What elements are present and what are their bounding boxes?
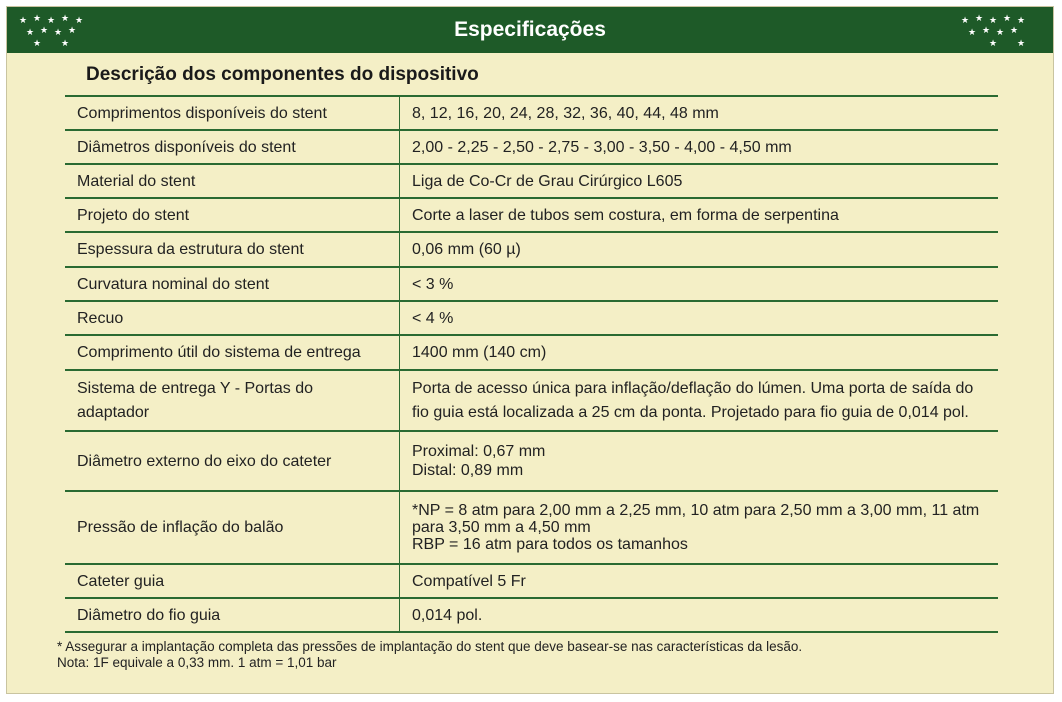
row-value-line: Proximal: 0,67 mm xyxy=(412,443,546,460)
row-value: Compatível 5 Fr xyxy=(400,564,999,598)
row-value xyxy=(400,431,999,491)
row-label: Curvatura nominal do stent xyxy=(65,267,400,301)
row-label: Diâmetro do fio guia xyxy=(65,598,400,632)
footnote-units: Nota: 1F equivale a 0,33 mm. 1 atm = 1,01 bar xyxy=(57,655,337,670)
row-value: Liga de Co-Cr de Grau Cirúrgico L605 xyxy=(400,164,999,198)
row-label: Comprimento útil do sistema de entrega xyxy=(65,335,400,370)
row-label: Projeto do stent xyxy=(65,198,400,232)
row-value-line: RBP = 16 atm para todos os tamanhos xyxy=(412,536,688,553)
table-row xyxy=(65,301,998,335)
table-row xyxy=(65,431,998,491)
header-title: Especificações xyxy=(454,18,606,41)
footnotes xyxy=(57,639,802,671)
row-value: 2,00 - 2,25 - 2,50 - 2,75 - 3,00 - 3,50 - 4,00 - 4,50 mm xyxy=(400,130,999,164)
table-row xyxy=(65,335,998,370)
table-row xyxy=(65,491,998,564)
stars-decoration-right-icon: ★ ★ ★ ★ ★ ★ ★ ★ ★ ★ ★ xyxy=(961,14,1026,49)
row-label: Comprimentos disponíveis do stent xyxy=(65,96,400,130)
table-row xyxy=(65,267,998,301)
table-row xyxy=(65,370,998,431)
row-value: < 3 % xyxy=(400,267,999,301)
table-row xyxy=(65,198,998,232)
row-value: 0,06 mm (60 µ) xyxy=(400,232,999,267)
row-value xyxy=(400,491,999,564)
row-label: Material do stent xyxy=(65,164,400,198)
header-bar xyxy=(7,7,1053,53)
footnote-implantation: * Assegurar a implantação completa das pressões de implantação do stent que deve basear-se nas características da lesão. xyxy=(57,639,803,654)
row-label: Recuo xyxy=(65,301,400,335)
row-label: Cateter guia xyxy=(65,564,400,598)
table-row xyxy=(65,164,998,198)
table-row xyxy=(65,564,998,598)
row-label: Diâmetro externo do eixo do cateter xyxy=(65,431,400,491)
table-row xyxy=(65,96,998,130)
row-value: 8, 12, 16, 20, 24, 28, 32, 36, 40, 44, 48 mm xyxy=(400,96,999,130)
row-value-line: Distal: 0,89 mm xyxy=(412,462,524,479)
row-value: < 4 % xyxy=(400,301,999,335)
table-row xyxy=(65,598,998,632)
row-value: 0,014 pol. xyxy=(400,598,999,632)
row-value: Corte a laser de tubos sem costura, em forma de serpentina xyxy=(400,198,999,232)
row-label: Espessura da estrutura do stent xyxy=(65,232,400,267)
table-row xyxy=(65,232,998,267)
specifications-panel xyxy=(6,6,1054,694)
row-value: Porta de acesso única para inflação/deflação do lúmen. Uma porta de saída do fio guia está localizada a 25 cm da ponta. Projetado para fio guia de 0,014 pol. xyxy=(400,370,999,431)
row-value: 1400 mm (140 cm) xyxy=(400,335,999,370)
row-label: Diâmetros disponíveis do stent xyxy=(65,130,400,164)
section-title: Descrição dos componentes do dispositivo xyxy=(86,64,479,85)
table-row xyxy=(65,130,998,164)
row-label: Pressão de inflação do balão xyxy=(65,491,400,564)
specifications-table xyxy=(65,95,998,633)
row-label: Sistema de entrega Y - Portas do adaptador xyxy=(65,370,400,431)
stars-decoration-left-icon: ★ ★ ★ ★ ★ ★ ★ ★ ★ ★ ★ xyxy=(19,14,84,49)
row-value-line: *NP = 8 atm para 2,00 mm a 2,25 mm, 10 atm para 2,50 mm a 3,00 mm, 11 atm para 3,50 mm a 4,50 mm xyxy=(412,502,980,536)
